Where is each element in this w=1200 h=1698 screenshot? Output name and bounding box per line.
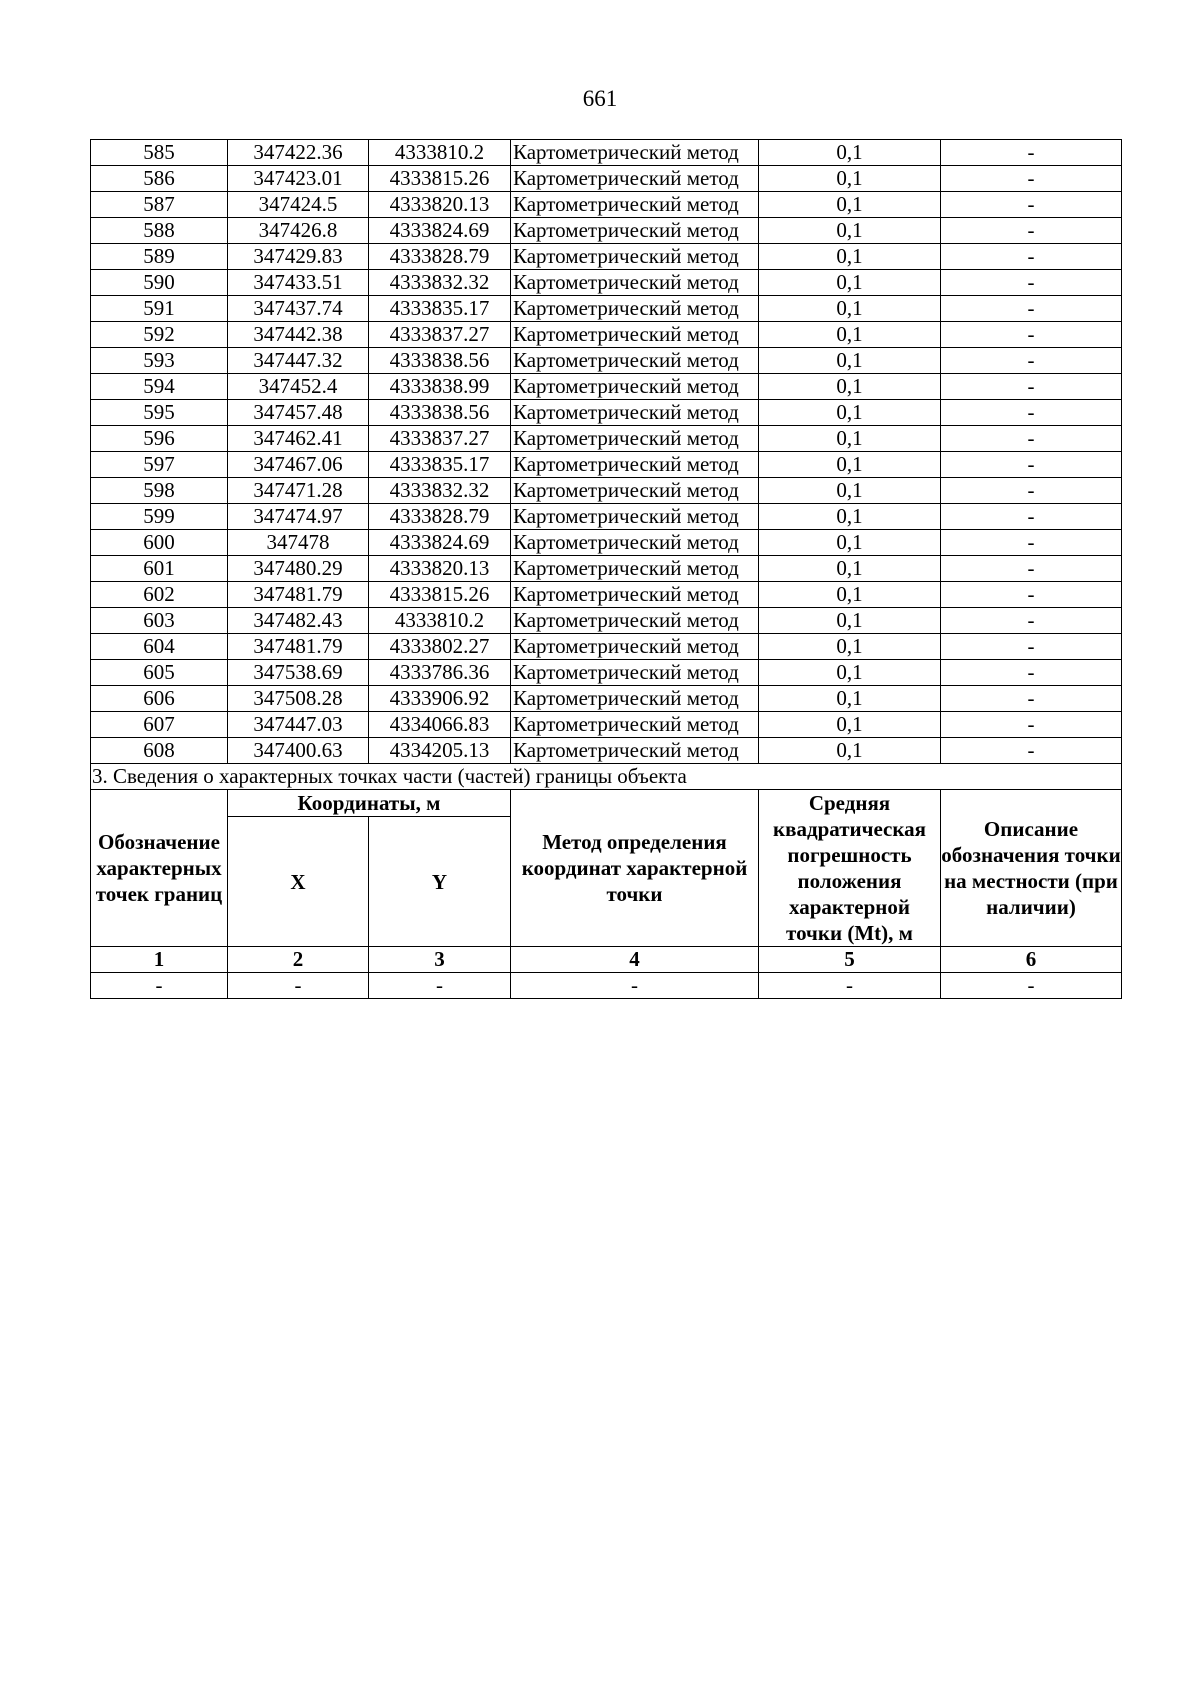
table-row bbox=[91, 556, 1122, 582]
cell-x: 347423.01 bbox=[228, 166, 369, 192]
table-row bbox=[91, 192, 1122, 218]
cell-point-id: 585 bbox=[91, 140, 228, 166]
cell-description: - bbox=[941, 478, 1122, 504]
cell-y: 4333837.27 bbox=[369, 426, 511, 452]
cell-description: - bbox=[941, 582, 1122, 608]
cell-y: 4333832.32 bbox=[369, 478, 511, 504]
cell-mt: 0,1 bbox=[759, 478, 941, 504]
cell-mt: 0,1 bbox=[759, 192, 941, 218]
cell-point-id: 587 bbox=[91, 192, 228, 218]
cell-y: 4333802.27 bbox=[369, 634, 511, 660]
table-row bbox=[91, 686, 1122, 712]
cell-mt: 0,1 bbox=[759, 400, 941, 426]
table-row bbox=[91, 608, 1122, 634]
table-row bbox=[91, 582, 1122, 608]
cell-method: Картометрический метод bbox=[511, 530, 759, 556]
cell-description: - bbox=[941, 556, 1122, 582]
data-rows bbox=[91, 140, 1122, 764]
cell-x: 347480.29 bbox=[228, 556, 369, 582]
cell-mt: 0,1 bbox=[759, 712, 941, 738]
cell-method: Картометрический метод bbox=[511, 608, 759, 634]
cell-description: - bbox=[941, 738, 1122, 764]
column-number: 1 bbox=[91, 947, 228, 973]
cell-method: Картометрический метод bbox=[511, 686, 759, 712]
cell-x: 347482.43 bbox=[228, 608, 369, 634]
cell-y: 4334205.13 bbox=[369, 738, 511, 764]
cell-y: 4333820.13 bbox=[369, 192, 511, 218]
cell-x: 347467.06 bbox=[228, 452, 369, 478]
cell-description: - bbox=[941, 504, 1122, 530]
cell-mt: 0,1 bbox=[759, 582, 941, 608]
cell-point-id: 593 bbox=[91, 348, 228, 374]
cell-description: - bbox=[941, 244, 1122, 270]
cell-mt: 0,1 bbox=[759, 348, 941, 374]
cell-x: 347433.51 bbox=[228, 270, 369, 296]
cell-x: 347447.32 bbox=[228, 348, 369, 374]
cell-description: - bbox=[941, 374, 1122, 400]
table-row bbox=[91, 296, 1122, 322]
column-number: 4 bbox=[511, 947, 759, 973]
cell-point-id: 588 bbox=[91, 218, 228, 244]
cell-description: - bbox=[941, 452, 1122, 478]
cell-x: 347462.41 bbox=[228, 426, 369, 452]
cell-x: 347481.79 bbox=[228, 634, 369, 660]
table-row bbox=[91, 166, 1122, 192]
cell-y: 4333815.26 bbox=[369, 582, 511, 608]
column-number: 5 bbox=[759, 947, 941, 973]
cell-description: - bbox=[941, 140, 1122, 166]
cell-method: Картометрический метод bbox=[511, 374, 759, 400]
table-row bbox=[91, 452, 1122, 478]
cell-x: 347442.38 bbox=[228, 322, 369, 348]
cell-mt: 0,1 bbox=[759, 296, 941, 322]
empty-cell: - bbox=[369, 973, 511, 999]
cell-method: Картометрический метод bbox=[511, 244, 759, 270]
cell-method: Картометрический метод bbox=[511, 738, 759, 764]
cell-description: - bbox=[941, 270, 1122, 296]
table-row bbox=[91, 530, 1122, 556]
cell-y: 4333838.99 bbox=[369, 374, 511, 400]
cell-point-id: 608 bbox=[91, 738, 228, 764]
table-row bbox=[91, 478, 1122, 504]
table-row bbox=[91, 244, 1122, 270]
cell-description: - bbox=[941, 218, 1122, 244]
cell-method: Картометрический метод bbox=[511, 634, 759, 660]
cell-point-id: 598 bbox=[91, 478, 228, 504]
cell-method: Картометрический метод bbox=[511, 296, 759, 322]
cell-point-id: 597 bbox=[91, 452, 228, 478]
cell-y: 4333786.36 bbox=[369, 660, 511, 686]
cell-x: 347422.36 bbox=[228, 140, 369, 166]
column-number: 2 bbox=[228, 947, 369, 973]
cell-x: 347481.79 bbox=[228, 582, 369, 608]
empty-cell: - bbox=[759, 973, 941, 999]
cell-method: Картометрический метод bbox=[511, 660, 759, 686]
cell-description: - bbox=[941, 660, 1122, 686]
cell-y: 4333824.69 bbox=[369, 530, 511, 556]
cell-method: Картометрический метод bbox=[511, 348, 759, 374]
header-description: Описание обозначения точки на местности (при наличии) bbox=[941, 790, 1122, 947]
cell-y: 4333820.13 bbox=[369, 556, 511, 582]
header-coordinates: Координаты, м bbox=[228, 790, 511, 817]
cell-y: 4334066.83 bbox=[369, 712, 511, 738]
cell-mt: 0,1 bbox=[759, 504, 941, 530]
cell-method: Картометрический метод bbox=[511, 270, 759, 296]
cell-x: 347424.5 bbox=[228, 192, 369, 218]
cell-method: Картометрический метод bbox=[511, 478, 759, 504]
cell-mt: 0,1 bbox=[759, 140, 941, 166]
cell-x: 347400.63 bbox=[228, 738, 369, 764]
cell-method: Картометрический метод bbox=[511, 218, 759, 244]
table-row bbox=[91, 426, 1122, 452]
cell-point-id: 592 bbox=[91, 322, 228, 348]
cell-x: 347478 bbox=[228, 530, 369, 556]
cell-method: Картометрический метод bbox=[511, 504, 759, 530]
cell-description: - bbox=[941, 400, 1122, 426]
cell-point-id: 606 bbox=[91, 686, 228, 712]
cell-point-id: 607 bbox=[91, 712, 228, 738]
cell-mt: 0,1 bbox=[759, 686, 941, 712]
cell-x: 347426.8 bbox=[228, 218, 369, 244]
cell-description: - bbox=[941, 712, 1122, 738]
empty-cell: - bbox=[941, 973, 1122, 999]
cell-x: 347437.74 bbox=[228, 296, 369, 322]
section-3 bbox=[91, 764, 1122, 999]
section-3-title: 3. Сведения о характерных точках части (частей) границы объекта bbox=[91, 764, 1122, 790]
empty-cell: - bbox=[91, 973, 228, 999]
table-row bbox=[91, 348, 1122, 374]
cell-description: - bbox=[941, 322, 1122, 348]
cell-y: 4333828.79 bbox=[369, 244, 511, 270]
cell-method: Картометрический метод bbox=[511, 452, 759, 478]
header-point-designation: Обозначение характерных точек границ bbox=[91, 790, 228, 947]
cell-description: - bbox=[941, 608, 1122, 634]
cell-method: Картометрический метод bbox=[511, 426, 759, 452]
cell-y: 4333828.79 bbox=[369, 504, 511, 530]
cell-mt: 0,1 bbox=[759, 608, 941, 634]
cell-method: Картометрический метод bbox=[511, 140, 759, 166]
cell-description: - bbox=[941, 530, 1122, 556]
table-row bbox=[91, 322, 1122, 348]
cell-mt: 0,1 bbox=[759, 244, 941, 270]
cell-description: - bbox=[941, 296, 1122, 322]
cell-description: - bbox=[941, 634, 1122, 660]
cell-y: 4333835.17 bbox=[369, 452, 511, 478]
cell-point-id: 596 bbox=[91, 426, 228, 452]
cell-x: 347471.28 bbox=[228, 478, 369, 504]
cell-point-id: 594 bbox=[91, 374, 228, 400]
cell-point-id: 595 bbox=[91, 400, 228, 426]
cell-y: 4333906.92 bbox=[369, 686, 511, 712]
cell-point-id: 601 bbox=[91, 556, 228, 582]
cell-point-id: 602 bbox=[91, 582, 228, 608]
boundary-points-table bbox=[90, 139, 1122, 999]
header-y: Y bbox=[369, 817, 511, 947]
header-mt: Средняя квадратическая погрешность положения характерной точки (Mt), м bbox=[759, 790, 941, 947]
cell-y: 4333810.2 bbox=[369, 140, 511, 166]
header-x: X bbox=[228, 817, 369, 947]
table-row bbox=[91, 140, 1122, 166]
cell-point-id: 603 bbox=[91, 608, 228, 634]
cell-description: - bbox=[941, 348, 1122, 374]
cell-mt: 0,1 bbox=[759, 452, 941, 478]
cell-x: 347538.69 bbox=[228, 660, 369, 686]
cell-y: 4333815.26 bbox=[369, 166, 511, 192]
empty-cell: - bbox=[511, 973, 759, 999]
cell-description: - bbox=[941, 166, 1122, 192]
cell-method: Картометрический метод bbox=[511, 582, 759, 608]
cell-point-id: 604 bbox=[91, 634, 228, 660]
cell-mt: 0,1 bbox=[759, 634, 941, 660]
cell-y: 4333838.56 bbox=[369, 400, 511, 426]
table-row bbox=[91, 660, 1122, 686]
cell-mt: 0,1 bbox=[759, 556, 941, 582]
cell-description: - bbox=[941, 426, 1122, 452]
table-row bbox=[91, 218, 1122, 244]
table-row bbox=[91, 374, 1122, 400]
table-row bbox=[91, 712, 1122, 738]
page-number: 661 bbox=[582, 86, 618, 111]
cell-mt: 0,1 bbox=[759, 218, 941, 244]
cell-point-id: 599 bbox=[91, 504, 228, 530]
cell-mt: 0,1 bbox=[759, 426, 941, 452]
cell-mt: 0,1 bbox=[759, 530, 941, 556]
cell-x: 347447.03 bbox=[228, 712, 369, 738]
cell-method: Картометрический метод bbox=[511, 322, 759, 348]
cell-point-id: 591 bbox=[91, 296, 228, 322]
empty-cell: - bbox=[228, 973, 369, 999]
table-row bbox=[91, 400, 1122, 426]
cell-x: 347429.83 bbox=[228, 244, 369, 270]
cell-point-id: 586 bbox=[91, 166, 228, 192]
cell-mt: 0,1 bbox=[759, 738, 941, 764]
cell-y: 4333824.69 bbox=[369, 218, 511, 244]
cell-x: 347474.97 bbox=[228, 504, 369, 530]
cell-mt: 0,1 bbox=[759, 322, 941, 348]
cell-x: 347508.28 bbox=[228, 686, 369, 712]
cell-point-id: 589 bbox=[91, 244, 228, 270]
cell-description: - bbox=[941, 686, 1122, 712]
cell-x: 347457.48 bbox=[228, 400, 369, 426]
column-number: 6 bbox=[941, 947, 1122, 973]
cell-mt: 0,1 bbox=[759, 374, 941, 400]
cell-mt: 0,1 bbox=[759, 660, 941, 686]
cell-y: 4333838.56 bbox=[369, 348, 511, 374]
cell-y: 4333837.27 bbox=[369, 322, 511, 348]
cell-mt: 0,1 bbox=[759, 166, 941, 192]
cell-y: 4333835.17 bbox=[369, 296, 511, 322]
cell-description: - bbox=[941, 192, 1122, 218]
cell-point-id: 590 bbox=[91, 270, 228, 296]
cell-method: Картометрический метод bbox=[511, 556, 759, 582]
cell-method: Картометрический метод bbox=[511, 166, 759, 192]
column-number: 3 bbox=[369, 947, 511, 973]
cell-x: 347452.4 bbox=[228, 374, 369, 400]
cell-method: Картометрический метод bbox=[511, 712, 759, 738]
cell-point-id: 605 bbox=[91, 660, 228, 686]
table-row bbox=[91, 504, 1122, 530]
table-row bbox=[91, 270, 1122, 296]
cell-method: Картометрический метод bbox=[511, 400, 759, 426]
cell-point-id: 600 bbox=[91, 530, 228, 556]
header-method: Метод определения координат характерной точки bbox=[511, 790, 759, 947]
cell-y: 4333832.32 bbox=[369, 270, 511, 296]
table-row bbox=[91, 738, 1122, 764]
cell-y: 4333810.2 bbox=[369, 608, 511, 634]
cell-method: Картометрический метод bbox=[511, 192, 759, 218]
cell-mt: 0,1 bbox=[759, 270, 941, 296]
table-row bbox=[91, 634, 1122, 660]
